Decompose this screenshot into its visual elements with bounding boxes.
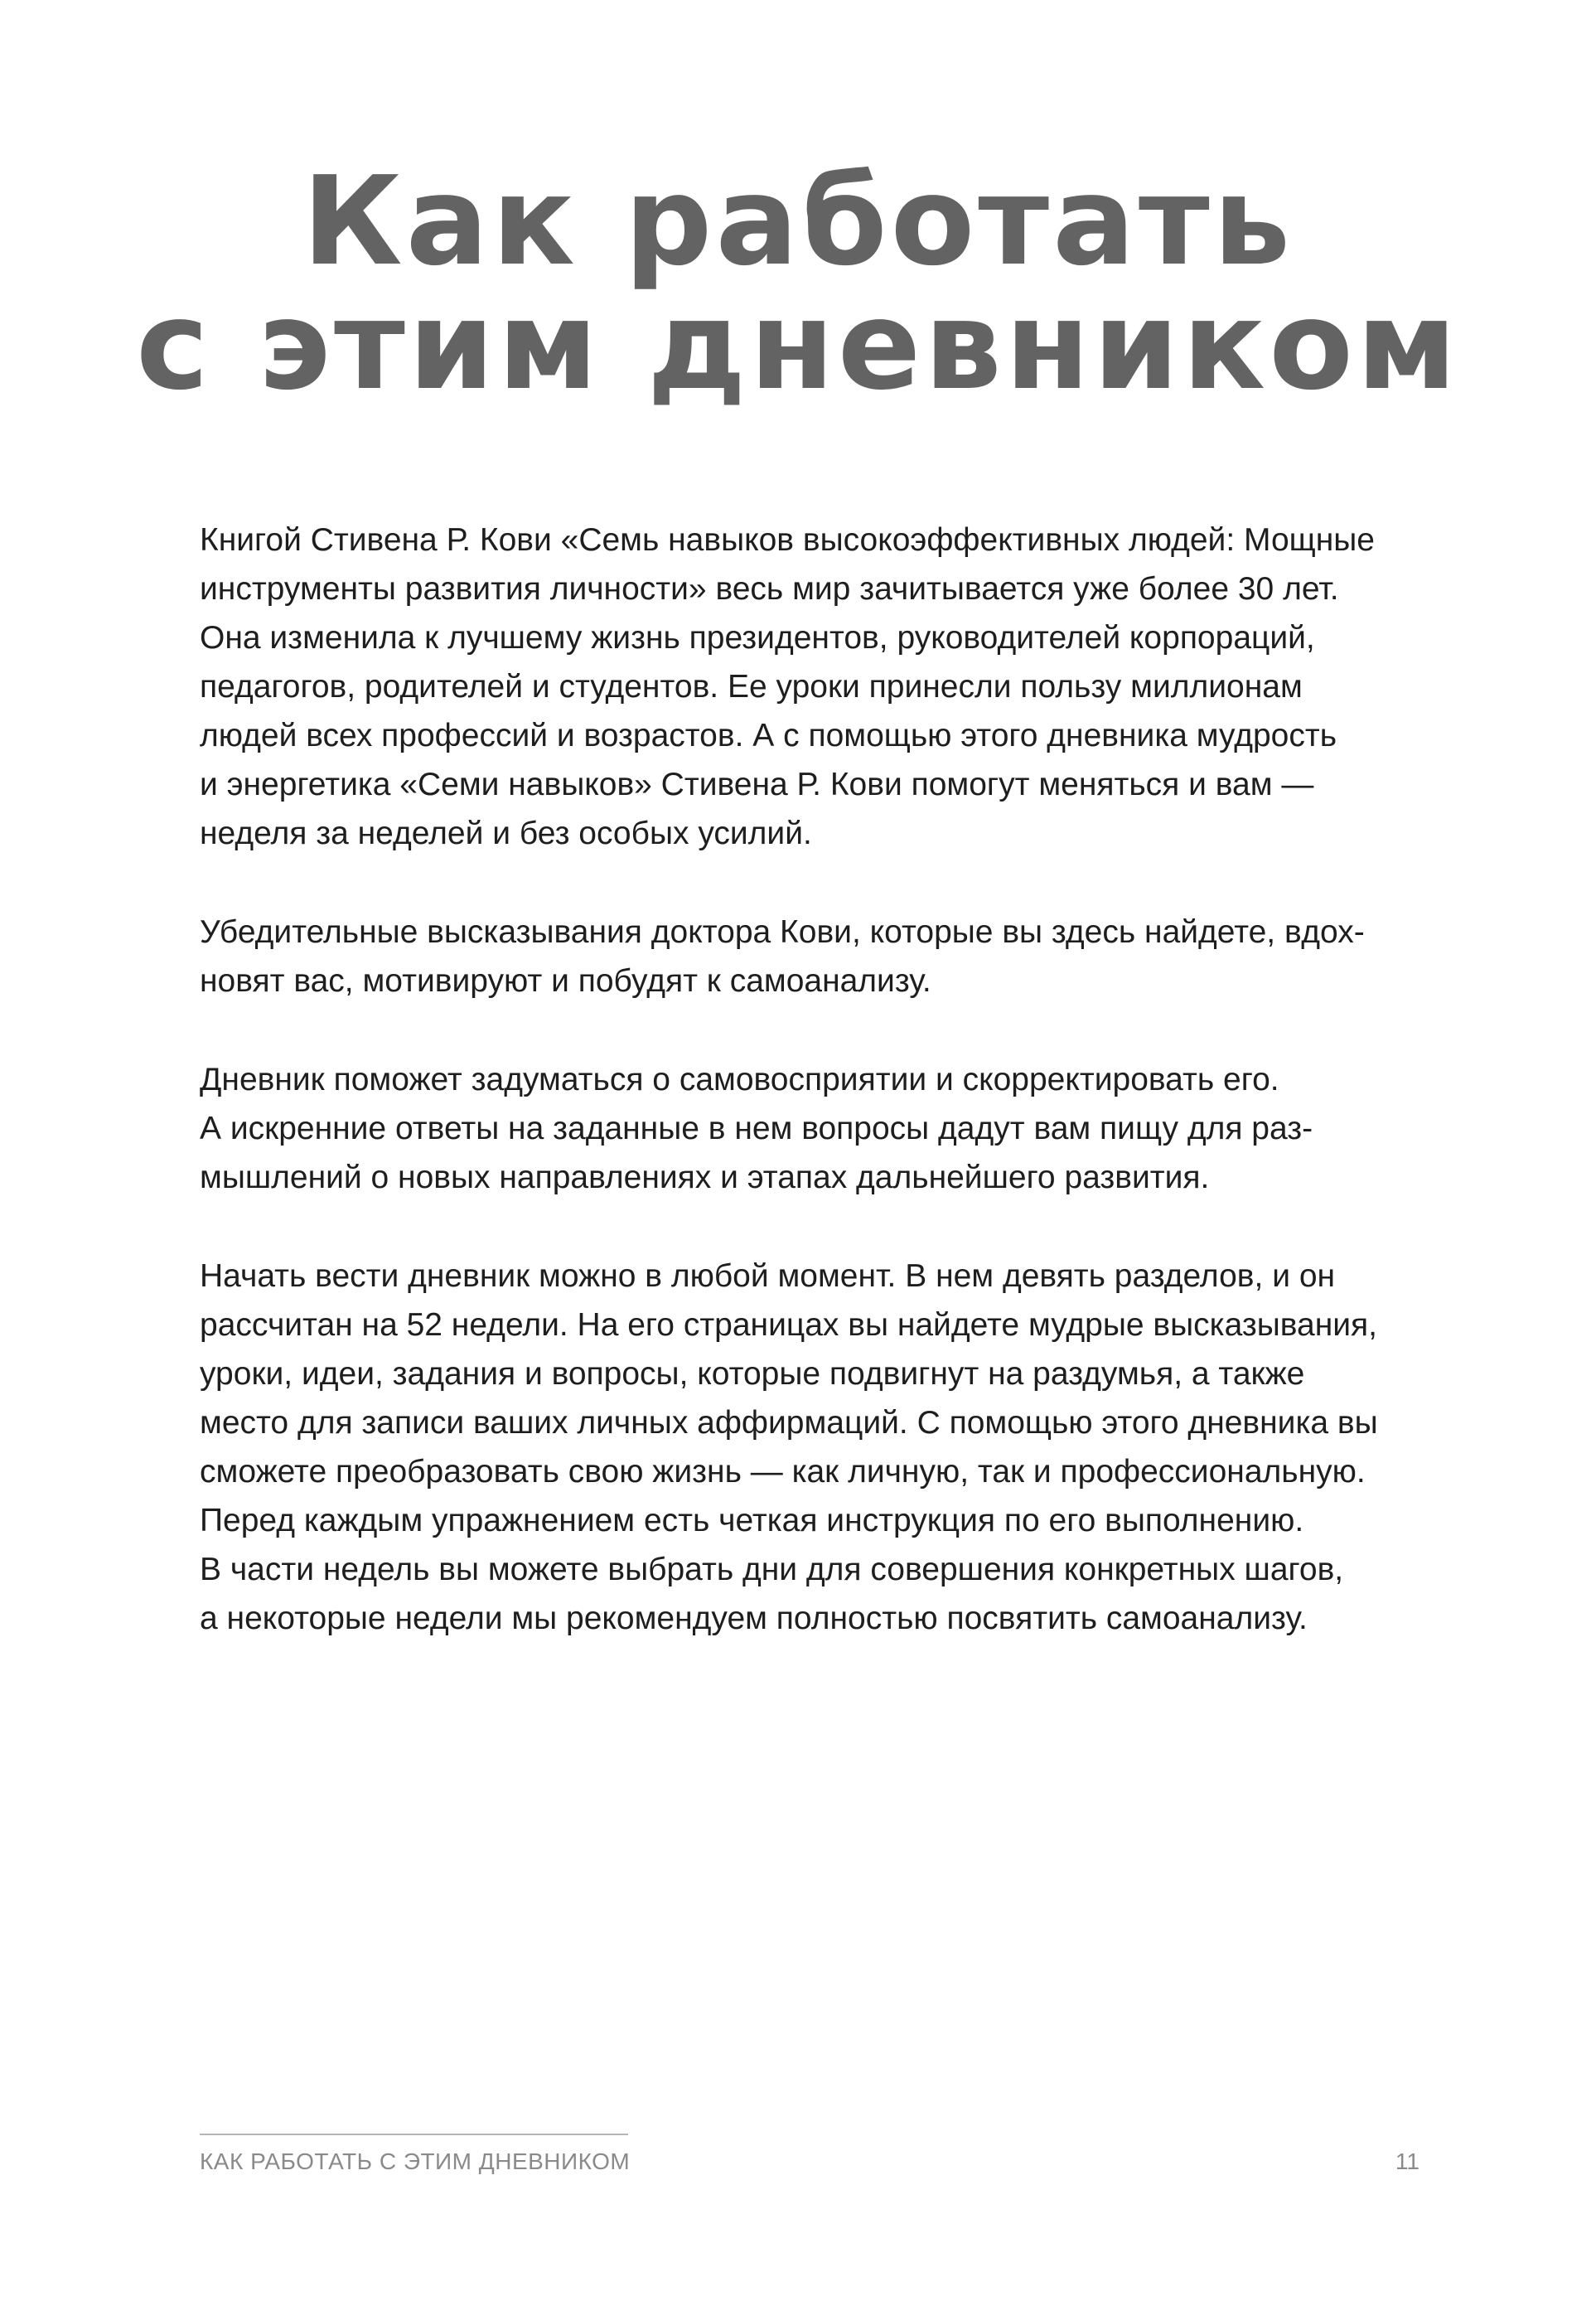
page-title-line-1: Как работать	[302, 150, 1294, 293]
paragraph-intro	[200, 516, 1426, 858]
page-title	[0, 150, 1596, 417]
text-line: уроки, идеи, задания и вопросы, которые подвигнут на раздумья, а также	[200, 1356, 1305, 1392]
text-line: Книгой Стивена Р. Кови «Семь навыков высокоэффективных людей: Мощные	[200, 522, 1375, 558]
page-number: 11	[1395, 2148, 1419, 2174]
text-line: рассчитан на 52 недели. На его страницах вы найдете мудрые высказывания,	[200, 1307, 1377, 1343]
text-line: Дневник поможет задуматься о самовосприятии и скорректировать его.	[200, 1062, 1279, 1097]
text-line: сможете преобразовать свою жизнь — как личную, так и профессиональную.	[200, 1454, 1366, 1490]
text-line: новят вас, мотивируют и побудят к самоанализу.	[200, 963, 931, 999]
footer-section-label: КАК РАБОТАТЬ С ЭТИМ ДНЕВНИКОМ	[200, 2148, 631, 2174]
text-line: неделя за неделей и без особых усилий.	[200, 816, 812, 851]
body-text	[200, 516, 1426, 1693]
text-line: и энергетика «Семи навыков» Стивена Р. Кови помогут меняться и вам —	[200, 767, 1314, 802]
text-line: Начать вести дневник можно в любой момент. В нем девять разделов, и он	[200, 1258, 1336, 1294]
text-line: Она изменила к лучшему жизнь президентов, руководителей корпораций,	[200, 620, 1315, 656]
paragraph-self-perception	[200, 1055, 1426, 1202]
text-line: В части недель вы можете выбрать дни для совершения конкретных шагов,	[200, 1552, 1344, 1587]
text-line: место для записи ваших личных аффирмаций. С помощью этого дневника вы	[200, 1405, 1378, 1441]
page-title-line-2: с этим дневником	[136, 274, 1460, 417]
text-line: мышлений о новых направлениях и этапах дальнейшего развития.	[200, 1160, 1210, 1195]
footer-divider	[200, 2134, 628, 2135]
text-line: инструменты развития личности» весь мир зачитывается уже более 30 лет.	[200, 571, 1339, 607]
text-line: людей всех профессий и возрастов. А с помощью этого дневника мудрость	[200, 718, 1337, 753]
text-line: Перед каждым упражнением есть четкая инструкция по его выполнению.	[200, 1503, 1304, 1538]
text-line: педагогов, родителей и студентов. Ее уроки принесли пользу миллионам	[200, 669, 1303, 705]
paragraph-structure	[200, 1252, 1426, 1643]
text-line: а некоторые недели мы рекомендуем полностью посвятить самоанализу.	[200, 1601, 1308, 1636]
text-line: Убедительные высказывания доктора Кови, которые вы здесь найдете, вдох-	[200, 914, 1365, 950]
text-line: А искренние ответы на заданные в нем вопросы дадут вам пищу для раз-	[200, 1111, 1313, 1146]
paragraph-quotes	[200, 908, 1426, 1005]
